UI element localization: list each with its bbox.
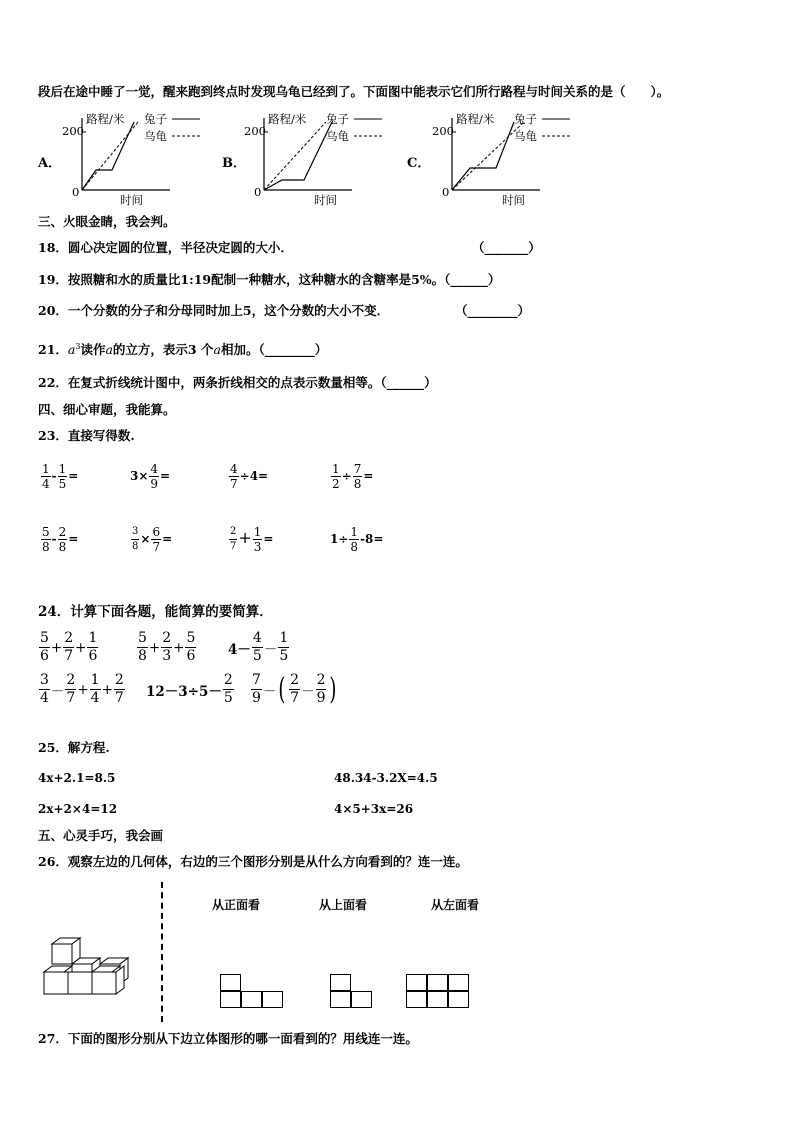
legend-rabbit: 兔子 [514,112,537,126]
q23-item-4: $\frac{1}{2}$ ÷ $\frac{7}{8}$ = [332,462,374,491]
question-17-text: 段后在途中睡了一觉，醒来跑到终点时发现乌龟已经到了。下面图中能表示它们所行路程与时间关系的是（ ）。 [38,84,670,99]
question-19-text: 19．按照糖和水的质量比1:19配制一种糖水，这种糖水的含糖率是5%。（______） [38,272,501,287]
axis-xlabel: 时间 [502,193,525,206]
legend-turtle: 乌龟 [326,129,349,143]
question-21-rest1: 的立方，表示3 个 [112,342,214,358]
q23-item-5: $\frac{5}{8}$ - $\frac{2}{8}$ = [42,525,79,554]
q25-equation-4: 4×5+3x=26 [334,802,414,816]
axis-ylabel: 路程/米 [268,112,307,126]
axis-ymax: 200 [244,124,266,138]
legend-rabbit: 兔子 [326,112,349,126]
question-21-exponent: 3 [75,342,81,351]
axis-origin: 0 [442,185,450,199]
view-label-front: 从正面看 [212,898,261,912]
q24-expr-1: $\frac{5}{6}$ + $\frac{2}{7}$ + $\frac{1}{6}$ [40,630,98,664]
view-label-top: 从上面看 [319,898,368,912]
legend-rabbit: 兔子 [144,112,167,126]
question-20-text: 20．一个分数的分子和分母同时加上5，这个分数的大小不变． [38,303,390,318]
question-21-var2: a [213,342,221,358]
q25-equation-2: 48.34-3.2X=4.5 [334,771,438,785]
legend-turtle: 乌龟 [144,129,167,143]
axis-ymax: 200 [62,124,84,138]
q25-equation-3: 2x+2×4=12 [38,802,118,816]
question-21-rest2: 相加。（________） [220,342,328,358]
view-label-left: 从左面看 [431,898,480,912]
option-b-label[interactable]: B． [222,156,246,171]
axis-ylabel: 路程/米 [86,112,125,126]
question-18-answer-blank[interactable]: （_______） [472,240,541,255]
q24-expr-5: 12－3÷5－ $\frac{2}{5}$ [146,672,233,706]
cube-solid-figure [40,936,144,998]
question-25-title: 25．解方程. [38,740,110,755]
q25-equation-1: 4x+2.1=8.5 [38,771,116,785]
q23-item-1: $\frac{1}{4}$ - $\frac{1}{5}$ = [42,462,79,491]
axis-origin: 0 [254,185,262,199]
q24-expr-6: $\frac{7}{9}$ － ( $\frac{2}{7}$ － $\frac{2}{9}$ ) [252,671,337,707]
q23-item-8: 1÷ $\frac{1}{8}$ -8= [330,525,384,554]
option-a-label[interactable]: A． [38,156,62,171]
q23-item-3: $\frac{4}{7}$ ÷4= [230,462,269,491]
option-c-label[interactable]: C． [407,156,431,171]
question-21-base: a [67,342,76,358]
option-a-graph [60,110,210,206]
axis-xlabel: 时间 [120,193,143,206]
axis-origin: 0 [72,185,80,199]
section-3-title: 三、火眼金睛，我会判。 [38,214,176,229]
question-18-text: 18．圆心决定圆的位置，半径决定圆的大小． [38,240,293,255]
option-c-graph [430,110,580,206]
q23-item-2: 3× $\frac{4}{9}$ = [130,462,171,491]
question-24-title: 24．计算下面各题，能简算的要简算． [38,604,273,620]
q24-expr-3: 4－ $\frac{4}{5}$ － $\frac{1}{5}$ [228,630,289,664]
q24-expr-2: $\frac{5}{8}$ + $\frac{2}{3}$ + $\frac{5}{6}$ [138,630,196,664]
legend-turtle: 乌龟 [514,129,537,143]
question-21-var: a [105,342,113,358]
axis-ymax: 200 [432,124,454,138]
question-27-title: 27．下面的图形分别从下边立体图形的哪一面看到的？用线连一连。 [38,1031,418,1046]
option-b-graph [242,110,392,206]
q23-item-7: $\frac{2}{7}$ + $\frac{1}{3}$ = [230,525,274,554]
question-20-answer-blank[interactable]: （________） [455,303,531,318]
question-21-mid: 读作 [80,342,106,358]
q24-expr-4: $\frac{3}{4}$ － $\frac{2}{7}$ + $\frac{1}{4}$ + $\frac{2}{7}$ [40,672,124,706]
question-22-text: 22．在复式折线统计图中，两条折线相交的点表示数量相等。（______） [38,375,437,390]
q23-item-6: $\frac{3}{8}$ × $\frac{6}{7}$ = [132,525,173,554]
axis-xlabel: 时间 [314,193,337,206]
question-21-number: 21． [38,342,68,358]
question-21-text [38,339,327,358]
question-23-title: 23．直接写得数. [38,428,135,443]
section-5-title: 五、心灵手巧，我会画 [38,828,164,843]
section-4-title: 四、细心审题，我能算。 [38,402,176,417]
question-26-title: 26．观察左边的几何体，右边的三个图形分别是从什么方向看到的？连一连。 [38,854,468,869]
divider-line [161,882,163,1022]
axis-ylabel: 路程/米 [456,112,495,126]
